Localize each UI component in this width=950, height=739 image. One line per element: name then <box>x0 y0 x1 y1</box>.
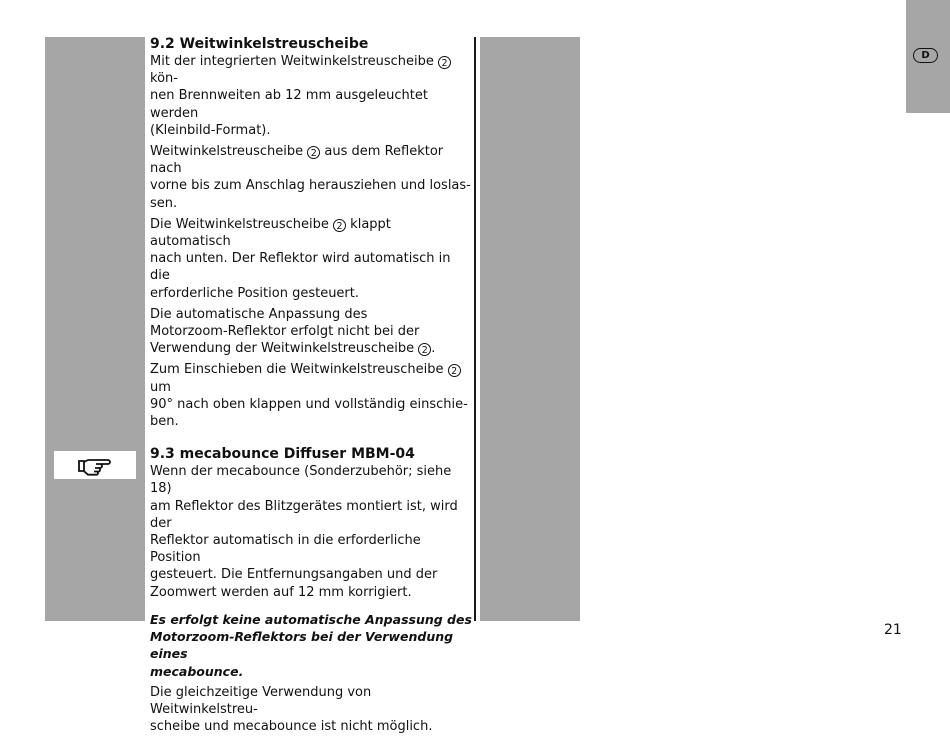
left-margin-bar <box>45 37 145 621</box>
paragraph-text: Weitwinkelstreuscheibe <box>150 144 304 160</box>
page-number: 21 <box>884 622 902 638</box>
main-text-column <box>150 35 472 739</box>
section-9-2-paragraph <box>150 143 472 212</box>
paragraph-text: um 90° nach oben klappen und vollständig einschie- ben. <box>150 379 468 430</box>
section-9-3-heading: 9.3 mecabounce Diffuser MBM-04 <box>150 446 415 463</box>
section-9-2-paragraph <box>150 361 472 430</box>
paragraph-text: Zum Einschieben die Weitwinkelstreuscheibe <box>150 362 444 378</box>
paragraph-text: aus dem Reflektor nach vorne bis zum Anschlag herausziehen und loslas- sen. <box>150 144 471 211</box>
paragraph-text: Die Weitwinkelstreuscheibe <box>150 216 329 232</box>
circled-reference-number: 2 <box>438 56 451 69</box>
paragraph-text: Mit der integrierten Weitwinkelstreuscheibe <box>150 54 434 69</box>
circled-reference-number: 2 <box>418 343 431 356</box>
paragraph-text: . <box>431 341 436 357</box>
section-9-2-heading: 9.2 Weitwinkelstreuscheibe <box>150 36 369 52</box>
note-hint-box <box>54 451 136 479</box>
pointing-hand-icon <box>77 453 113 477</box>
column-divider <box>474 37 476 621</box>
circled-reference-number: 2 <box>333 219 346 232</box>
section-9-2-paragraph <box>150 306 472 358</box>
paragraph-text: Die automatische Anpassung des Motorzoom-Reflektor erfolgt nicht bei der Verwendung der Weitwinkelstreuscheibe <box>150 306 420 357</box>
section-9-2-paragraph <box>150 53 472 139</box>
warning-text: Es erfolgt keine automatische Anpassung des Motorzoom-Reflektors bei der Verwendung eines mecabounce. <box>150 611 472 679</box>
right-margin-bar <box>480 37 580 621</box>
paragraph-text: klappt automatisch nach unten. Der Reflektor wird automatisch in die erforderliche Position gesteuert. <box>150 216 451 301</box>
circled-reference-number: 2 <box>448 364 461 377</box>
circled-reference-number: 2 <box>307 146 320 159</box>
section-9-3-paragraph: Wenn der mecabounce (Sonderzubehör; siehe 18) am Reflektor des Blitzgerätes montiert ist, wird der Reflektor automatisch in die erforderliche Position gesteuert. Die Entfernungsangaben und der Zoomwert werden auf 12 mm korrigiert. <box>150 464 458 600</box>
section-9-2-body <box>150 53 472 430</box>
paragraph-text: kön- nen Brennweiten ab 12 mm ausgeleuchtet werden (Kleinbild-Format). <box>150 71 428 138</box>
language-badge: D <box>913 48 938 63</box>
note-text: Die gleichzeitige Verwendung von Weitwinkelstreu- scheibe und mecabounce ist nicht möglich. <box>150 684 433 735</box>
section-9-2-paragraph <box>150 216 472 302</box>
